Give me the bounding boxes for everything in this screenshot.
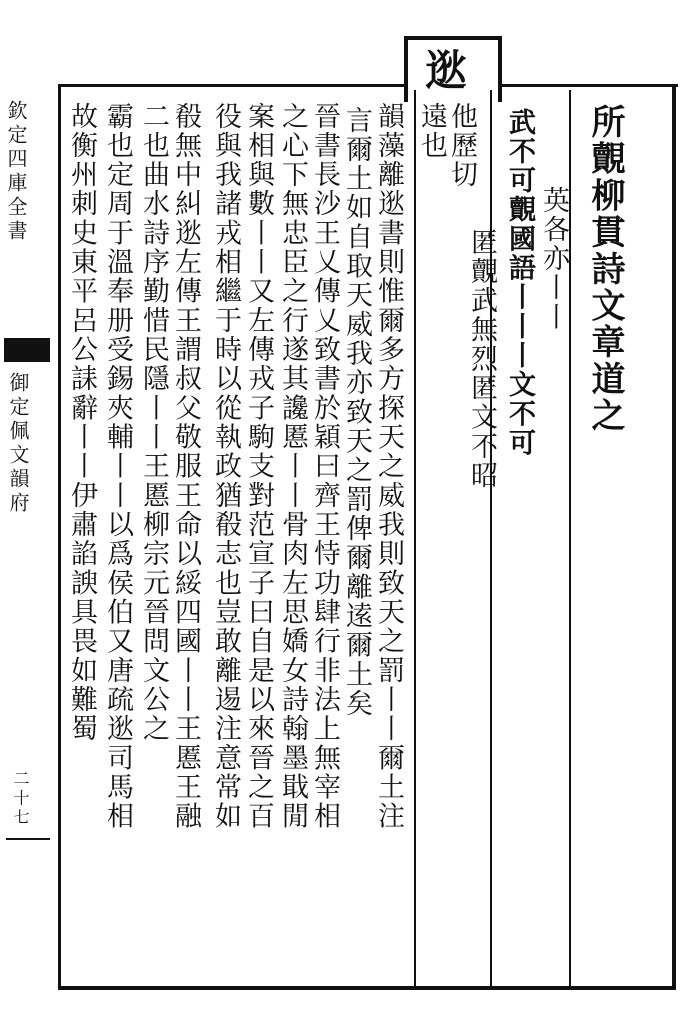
spine-book-title: 御定佩文韻府 xyxy=(6,372,30,516)
text-column-13: 殽無中糾逖左傳王謂叔父敬服王命以綏四國丨丨王慝王融 xyxy=(170,102,201,831)
spine-divider xyxy=(6,838,50,840)
frame-top xyxy=(60,84,678,87)
header-char: 逖 xyxy=(419,48,468,94)
frame-bottom xyxy=(60,986,676,990)
rule-3 xyxy=(414,90,416,986)
entry-headword-suoji: 所覿柳貫詩文章道之 xyxy=(585,104,625,435)
definition: 遠也 xyxy=(416,102,447,161)
spine-page-number: 二十七 xyxy=(11,770,30,828)
text-column-15: 霸也定周于溫奉册受錫夾輔丨丨以爲侯伯又唐疏逖司馬相 xyxy=(102,102,133,831)
rule-1 xyxy=(569,90,571,986)
text-column-14: 二也曲水詩序勤惜民隱丨丨王慝柳宗元晉問文公之 xyxy=(138,102,169,744)
entry-headword-wubukeji: 武不可覿國語丨丨丨文不可 xyxy=(504,108,535,458)
pronunciation: 他歷切 xyxy=(446,102,477,190)
entry-note: 英各亦丨丨 xyxy=(538,186,569,332)
text-column-8: 言爾土如自取天威我亦致天之罰俾爾離逺爾土矣 xyxy=(341,106,372,719)
text-column-10: 之心下無忠臣之行遂其讒慝丨丨骨肉左思嬌女詩翰墨戢閒 xyxy=(277,102,308,831)
text-column-11: 案相與數丨丨又左傳戎子駒支對范宣子曰自是以來晉之百 xyxy=(243,102,274,831)
fish-tail-mark xyxy=(4,338,50,362)
entry-quote: 匿覿武無烈匿文不昭 xyxy=(466,228,497,491)
text-column-9: 晉書長沙王乂傳乂致書於穎曰齊王恃功肆行非法上無宰相 xyxy=(309,102,340,831)
text-column-12: 役與我諸戎相繼于時以從執政猶殽志也豈敢離逷注意常如 xyxy=(210,102,241,831)
frame-left xyxy=(58,84,61,990)
rule-2 xyxy=(490,90,492,986)
text-column-16: 故衡州刺史東平呂公誄辭丨丨伊肅諂諛具畏如難蜀 xyxy=(66,102,97,744)
frame-right xyxy=(672,84,676,990)
spine-collection: 欽定四庫全書 xyxy=(4,100,28,244)
text-column-7: 韻藻離逖書則惟爾多方探天之威我則致天之罰丨丨爾土注 xyxy=(373,102,404,831)
